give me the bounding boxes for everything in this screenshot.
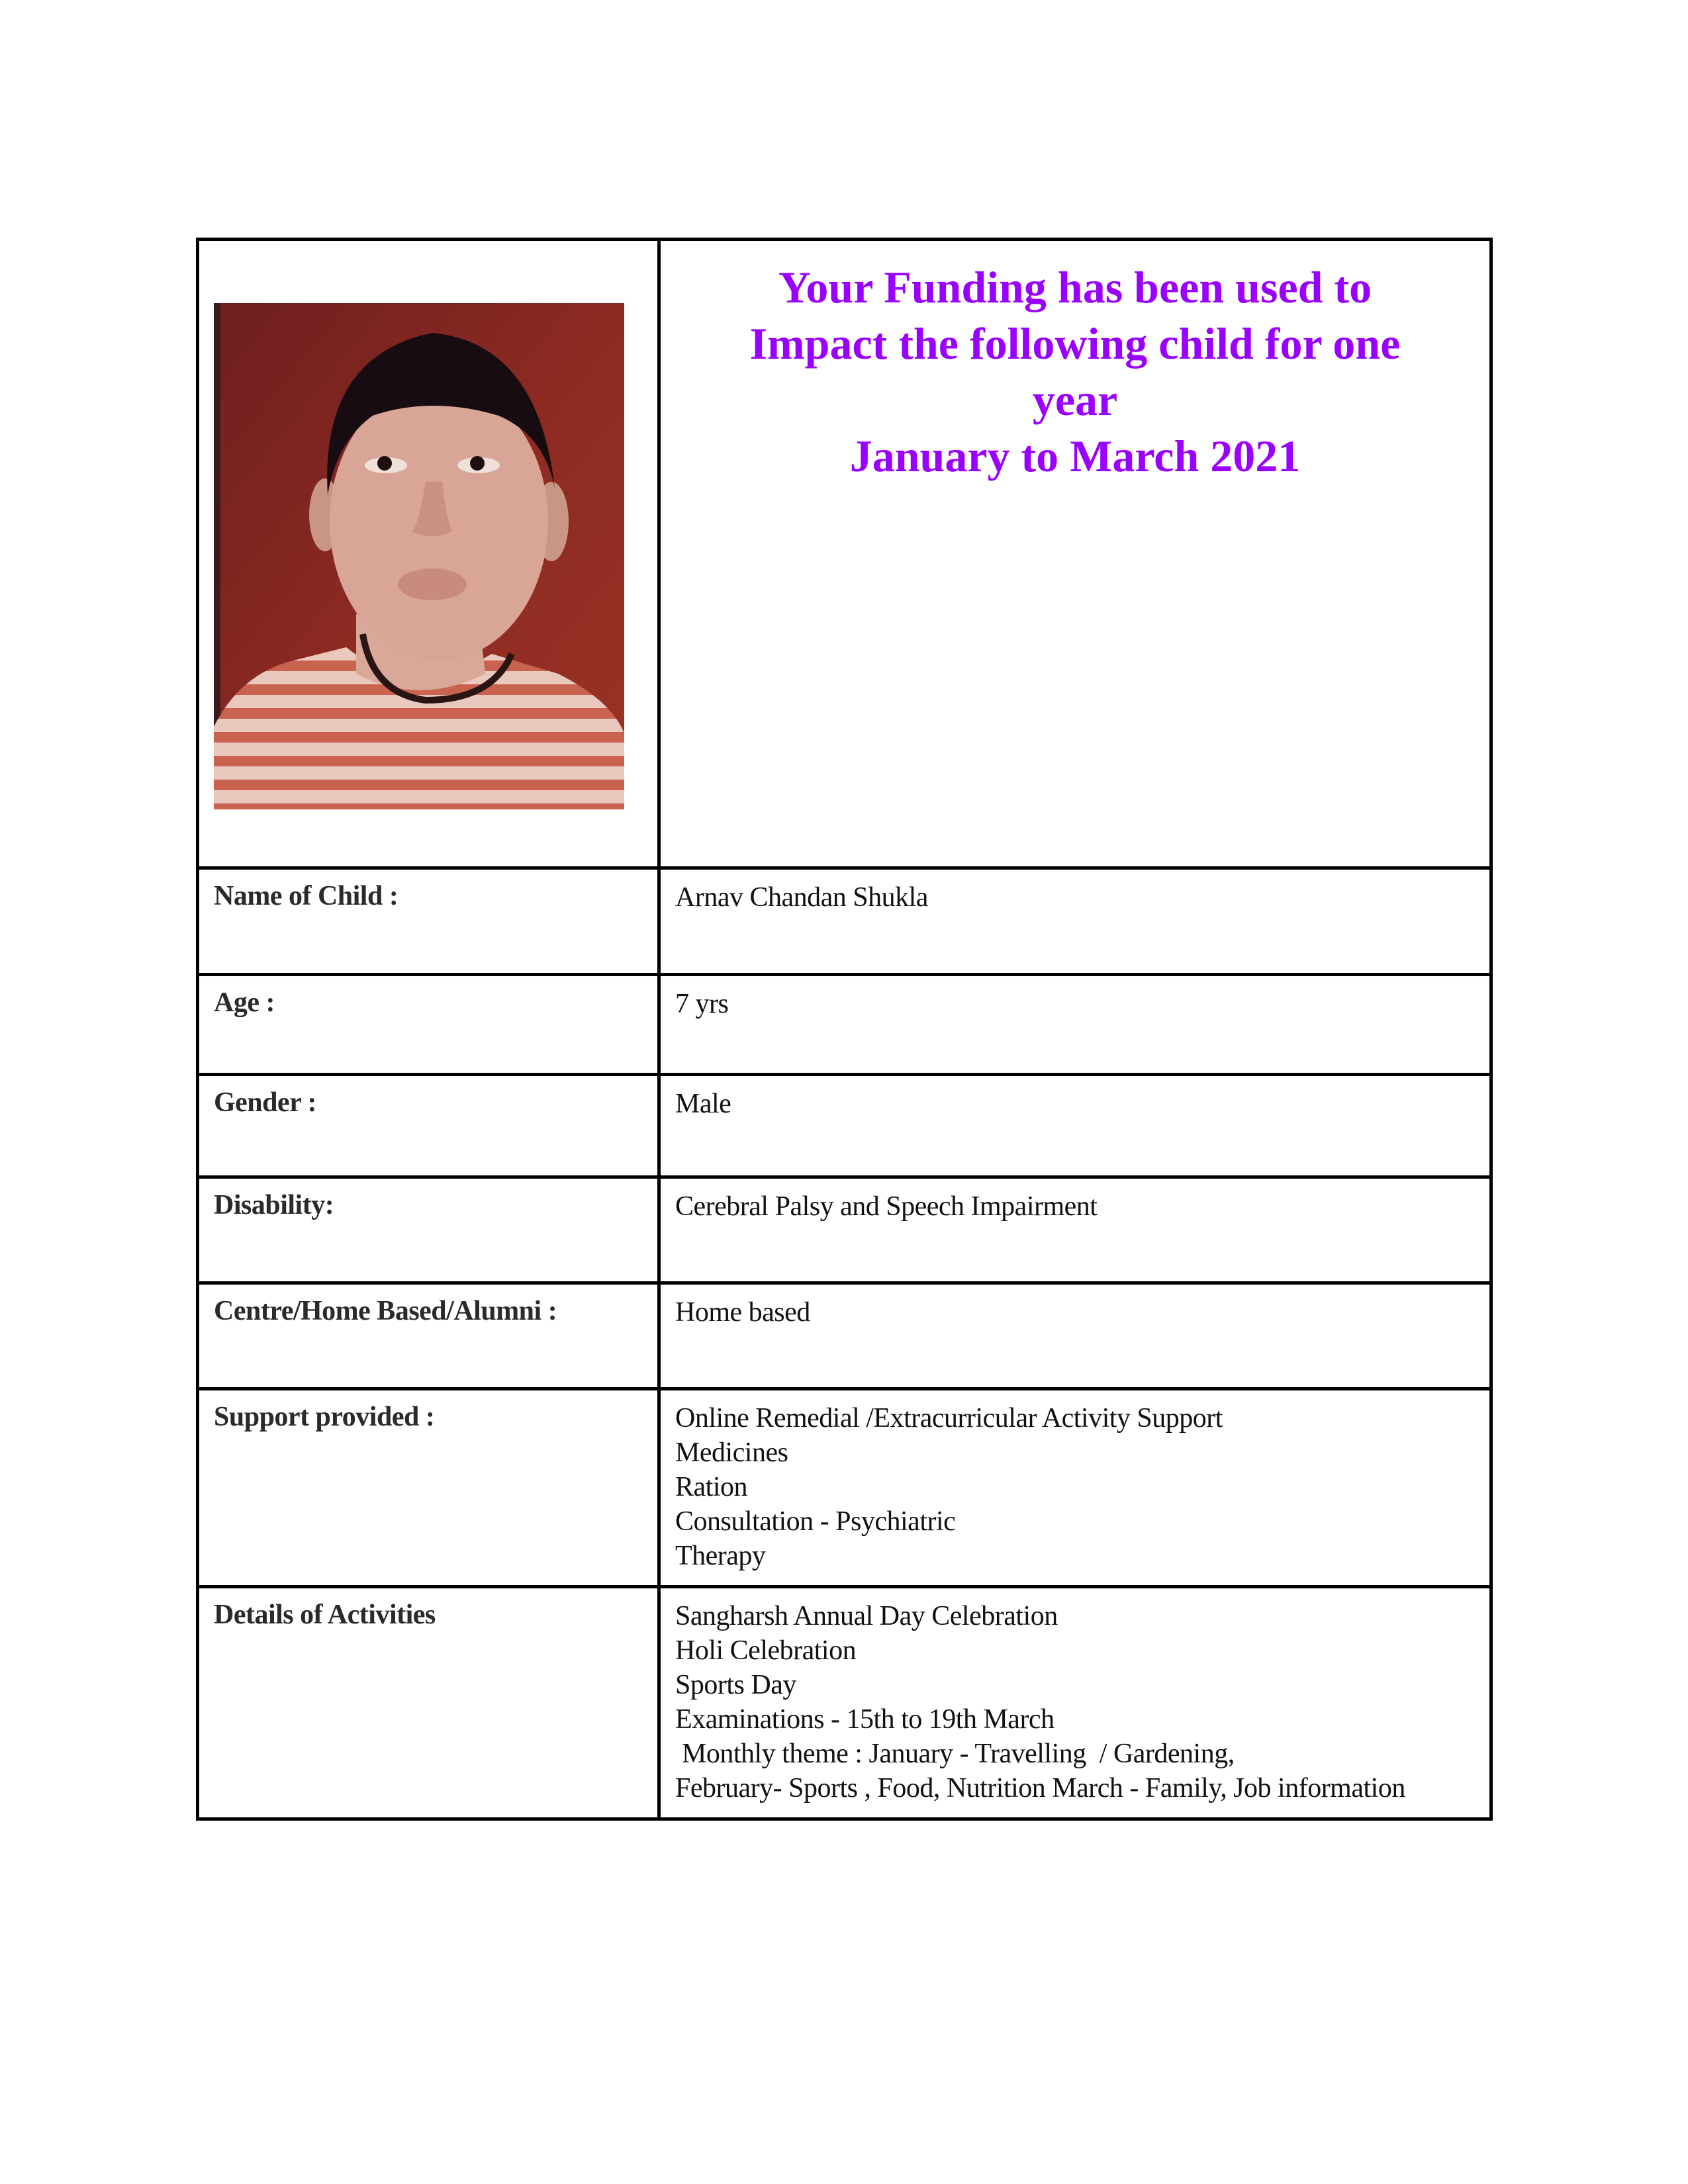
activity-item: Sports Day xyxy=(675,1670,796,1700)
centre-label: Centre/Home Based/Alumni : xyxy=(214,1296,557,1326)
support-item: Ration xyxy=(675,1472,747,1502)
name-value: Arnav Chandan Shukla xyxy=(675,882,928,913)
activity-item: Holi Celebration xyxy=(675,1635,857,1666)
name-label: Name of Child : xyxy=(214,881,399,911)
photo-cell xyxy=(198,240,659,868)
row-age xyxy=(198,975,1491,1075)
title-period: January to March 2021 xyxy=(849,431,1301,481)
child-portrait-image xyxy=(214,303,624,809)
title-cell xyxy=(659,240,1491,868)
gender-value: Male xyxy=(675,1089,731,1119)
row-support xyxy=(198,1389,1491,1587)
row-name xyxy=(198,868,1491,975)
support-list xyxy=(661,1390,1489,1573)
disability-value: Cerebral Palsy and Speech Impairment xyxy=(675,1191,1098,1222)
support-item: Consultation - Psychiatric xyxy=(675,1506,956,1537)
child-photo xyxy=(214,303,624,809)
support-item: Online Remedial /Extracurricular Activity Support xyxy=(675,1403,1223,1433)
centre-value: Home based xyxy=(675,1297,810,1328)
support-item: Therapy xyxy=(675,1541,766,1571)
header-row xyxy=(198,240,1491,868)
age-value: 7 yrs xyxy=(675,989,729,1019)
age-label: Age : xyxy=(214,987,275,1018)
details-list xyxy=(661,1588,1489,1805)
funding-title xyxy=(674,259,1476,484)
child-impact-card xyxy=(196,238,1493,1821)
activity-item: February- Sports , Food, Nutrition March - Family, Job information xyxy=(675,1773,1405,1803)
disability-label: Disability: xyxy=(214,1190,334,1220)
title-line-2: Impact the following child for one xyxy=(749,318,1401,369)
row-details xyxy=(198,1587,1491,1819)
row-gender xyxy=(198,1075,1491,1177)
title-line-1: Your Funding has been used to xyxy=(778,262,1372,312)
gender-label: Gender : xyxy=(214,1087,317,1118)
row-centre xyxy=(198,1283,1491,1389)
activity-item: Examinations - 15th to 19th March xyxy=(675,1704,1055,1735)
activity-item: Monthly theme : January - Travelling / Gardening, xyxy=(675,1739,1235,1769)
row-disability xyxy=(198,1177,1491,1283)
details-label: Details of Activities xyxy=(214,1600,436,1630)
activity-item: Sangharsh Annual Day Celebration xyxy=(675,1601,1058,1631)
support-item: Medicines xyxy=(675,1437,788,1468)
title-line-3: year xyxy=(1032,375,1118,425)
support-label: Support provided : xyxy=(214,1402,435,1432)
